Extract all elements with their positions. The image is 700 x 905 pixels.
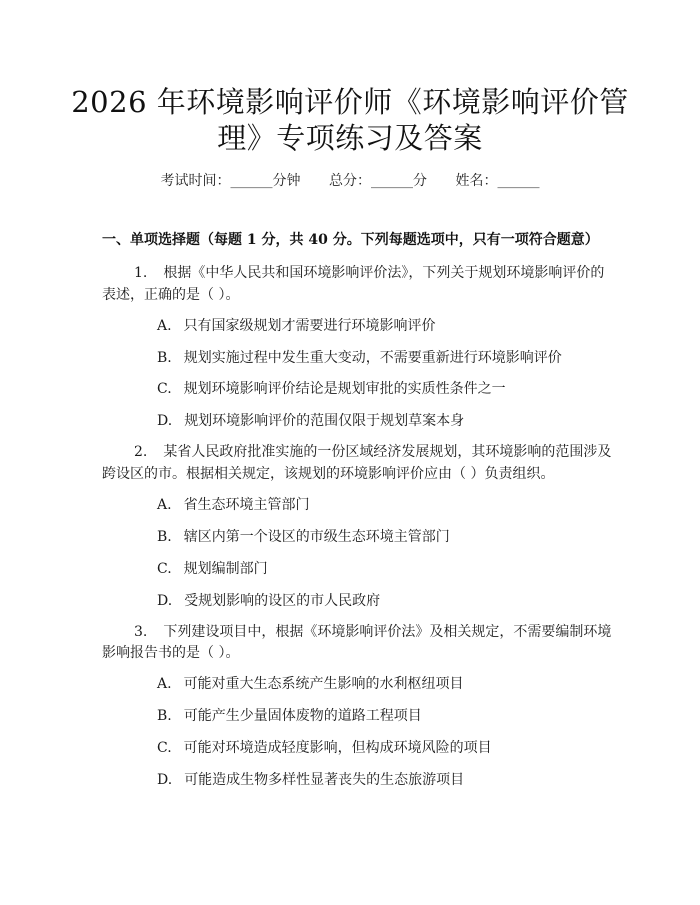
question-3-option-d <box>157 769 464 789</box>
question-3-option-b <box>157 705 422 725</box>
option-text: 受规划影响的设区的市人民政府 <box>184 593 381 609</box>
question-2-option-d <box>157 590 380 610</box>
question-1-option-b <box>157 347 562 367</box>
section-heading: 一、单项选择题（每题 1 分，共 40 分。下列每题选项中，只有一项符合题意） <box>102 232 599 248</box>
exam-time-field: 考试时间：______分钟 <box>160 173 301 189</box>
question-2-stem-line-2: 跨设区的市。根据相关规定，该规划的环境影响评价应由（ ）负责组织。 <box>102 466 555 482</box>
question-1-option-d <box>157 410 464 430</box>
option-text: 辖区内第一个设区的市级生态环境主管部门 <box>183 529 450 545</box>
option-letter: B. <box>157 529 172 545</box>
question-3-stem-line-1 <box>134 621 611 641</box>
exam-info <box>0 170 700 190</box>
exam-score-field: 总分：______分 <box>329 173 427 189</box>
question-1-option-c <box>157 378 506 398</box>
question-1-option-a <box>157 315 436 335</box>
option-letter: B. <box>157 708 172 724</box>
question-text: 根据《中华人民共和国环境影响评价法》，下列关于规划环境影响评价的 <box>163 265 605 281</box>
option-text: 规划编制部门 <box>183 561 268 577</box>
question-number: 2. <box>134 444 148 460</box>
question-3-option-a <box>157 673 464 693</box>
question-2-option-a <box>157 494 310 514</box>
exam-name-field: 姓名：______ <box>455 173 540 189</box>
question-2-stem-line-1 <box>134 441 611 461</box>
question-number: 3. <box>134 624 148 640</box>
document-title-line-2: 理》专项练习及答案 <box>217 121 483 155</box>
question-1-stem-line-2: 表述，正确的是（ ）。 <box>102 287 240 303</box>
option-text: 可能对环境造成轻度影响，但构成环境风险的项目 <box>183 740 492 756</box>
option-text: 只有国家级规划才需要进行环境影响评价 <box>183 318 436 334</box>
question-text: 某省人民政府批准实施的一份区域经济发展规划，其环境影响的范围涉及 <box>163 444 612 460</box>
option-text: 省生态环境主管部门 <box>183 497 310 513</box>
option-text: 可能产生少量固体废物的道路工程项目 <box>183 708 422 724</box>
option-text: 可能造成生物多样性显著丧失的生态旅游项目 <box>184 772 465 788</box>
option-letter: C. <box>157 561 172 577</box>
option-letter: B. <box>157 350 172 366</box>
question-text: 下列建设项目中，根据《环境影响评价法》及相关规定，不需要编制环境 <box>163 624 612 640</box>
document-title-line-1: 2026 年环境影响评价师《环境影响评价管 <box>71 85 629 119</box>
question-1-stem-line-1 <box>134 262 604 282</box>
question-3-stem-line-2: 影响报告书的是（ ）。 <box>102 645 240 661</box>
option-text: 规划环境影响评价结论是规划审批的实质性条件之一 <box>183 381 506 397</box>
option-text: 规划实施过程中发生重大变动，不需要重新进行环境影响评价 <box>183 350 562 366</box>
option-letter: D. <box>157 593 173 609</box>
option-letter: D. <box>157 413 173 429</box>
option-text: 规划环境影响评价的范围仅限于规划草案本身 <box>184 413 465 429</box>
option-letter: D. <box>157 772 173 788</box>
question-2-option-c <box>157 558 268 578</box>
option-letter: A. <box>157 497 172 513</box>
option-letter: C. <box>157 381 172 397</box>
option-letter: A. <box>157 676 172 692</box>
option-letter: A. <box>157 318 172 334</box>
question-2-option-b <box>157 526 450 546</box>
option-letter: C. <box>157 740 172 756</box>
question-number: 1. <box>134 265 148 281</box>
question-3-option-c <box>157 737 492 757</box>
option-text: 可能对重大生态系统产生影响的水利枢纽项目 <box>183 676 464 692</box>
